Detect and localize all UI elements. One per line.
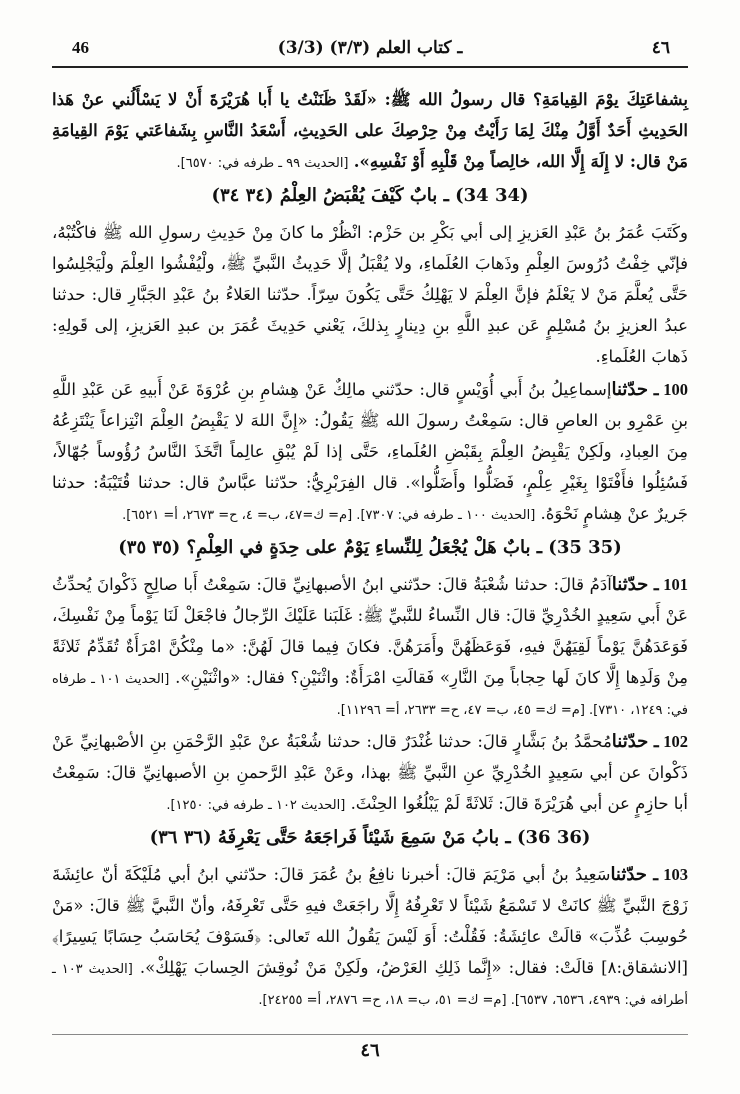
paragraph-hadith-99-end: [52, 84, 688, 177]
hadith-101: [52, 569, 688, 724]
footer-divider: [52, 1034, 688, 1035]
hadith-101-haddathana: حدّثنا: [611, 574, 649, 595]
page-header: [52, 32, 688, 68]
page-footer-number: ٤٦: [360, 1040, 380, 1061]
paragraph-umar-letter: وكَتَبَ عُمَرُ بنُ عَبْدِ العَزيزِ إلى أبي بَكْرِ بن حَزْم: انْظُرْ ما كانَ مِنْ حَدِيثِ رسولِ الله ﷺ فاكْتُبْهُ، فإنّي خِفْتُ دُرُوسَ العِلْمِ وذَهابَ العُلَماءِ، ولا يُقْبَلُ إلَّا حَدِيثُ النَّبيِّ ﷺ، ولْيُفْشُوا العِلْمَ ولْيَجْلِسُوا حَتَّى يُعلَّمَ مَنْ لا يَعْلَمُ فإنَّ العِلْمَ لا يَهْلِكُ حَتَّى يَكُونَ سِرّاً. حدّثنا العَلاءُ بنُ عَبْدِ الجَبَّارِ قال: حدثنا عبدُ العزيزِ بنُ مُسْلِمٍ عَن عبدِ اللَّهِ بنِ دِينارٍ بِذلكَ، يَعْني حَدِيثَ عُمَرَ بن عبدِ العَزيزِ، إلى قَولِهِ: ذَهابَ العُلَماءِ.: [52, 223, 688, 366]
hadith-103-number: 103 ـ: [653, 865, 688, 884]
chapter-heading-36: (36 36) ـ بابُ مَنْ سَمِعَ شَيْئاً فَراجَعَهُ حَتَّى يَعْرِفَهُ (٣٦ ٣٦): [149, 827, 591, 848]
hadith-101-number: 101 ـ: [653, 575, 688, 594]
hadith-102-reference: [الحديث ١٠٢ ـ طرفه في: ١٢٥٠].: [166, 798, 346, 813]
hadith-100-text: إسماعِيلُ بنُ أَبي أُوَيْسٍ قال: حدّثني مالِكٌ عَنْ هِشامِ بنِ عُرْوَةَ عَنْ أَبيهِ عَن عَبْدِ اللَّهِ بنِ عَمْرِو بن العاصِ قال: سَمِعْتُ رسولَ الله ﷺ يَقُولُ: «إِنَّ اللهَ لا يَقْبِضُ العِلْمَ انْتِزاعاً يَنْتَزِعُهُ مِنَ العِبادِ، ولَكِنْ يَقْبِضُ العِلْمَ بِقَبْضِ العُلَماءِ، حَتَّى إذا لَمْ يُبْقِ عالِماً اتَّخَذَ النَّاسُ رُؤُوساً جُهّالاً، فَسُئِلُوا فأَفْتَوْا بِغَيْرِ عِلْمٍ، فَضَلُّوا وأَضَلُّوا». قال الفِرَبْرِيُّ: حدّثنا عبَّاسٌ قال: حدثنا قُتَيْبَةُ: حدثنا جَريرٌ عنْ هِشامٍ نَحْوَهُ.: [52, 380, 688, 523]
hadith-103-text: سَعِيدُ بنُ أبي مَرْيَمَ قالَ: أخبرنا نافِعُ بنُ عُمَرَ قالَ: حدّثني ابنُ أبي مُلَيْكَةَ أنّ عائِشَةَ زَوْجَ النَّبيِّ ﷺ كانَتْ لا تَسْمَعُ شَيْئاً لا تَعْرِفُهُ إِلَّا راجَعَتْ فيهِ حَتَّى تَعْرِفَهُ، وأنّ النَّبيَّ ﷺ قالَ: «مَنْ حُوسِبَ عُذِّبَ» قالَتْ عائِشَةُ: فَقُلْتُ: أَوَ لَيْسَ يَقُولُ الله تَعالى: ﴿فَسَوْفَ يُحَاسَبُ حِسَابًا يَسِيرًا﴾ [الانشقاق:٨] قالَتْ: فقال: «إِنَّما ذَلِكِ العَرْضُ، ولَكِنْ مَنْ نُوقِشَ الحِسابَ يَهْلِكْ».: [52, 865, 688, 977]
running-title: (3/3) ـ كتاب العلم (٣/٣): [277, 38, 463, 58]
hadith-102-text: مُحمَّدُ بنُ بَشَّارٍ قالَ: حدثنا غُنْدَرٌ قال: حدثنا شُعْبَةُ عنْ عَبْدِ الرَّحْمَنِ بنِ الأصْبهانِيِّ عَنْ ذَكْوانَ عن أبي سَعِيدٍ الخُدْرِيِّ عنِ النَّبيِّ ﷺ بهذا، وعَنْ عَبْدِ الرَّحمنِ بنِ الأصبهانِيِّ قالَ: سَمِعْتُ أبا حازِمٍ عن أبي هُرَيْرَةَ قالَ: ثَلاثَةً لَمْ يَبْلُغُوا الحِنْثَ.: [52, 732, 688, 813]
hadith-99-reference: [الحديث ٩٩ ـ طرفه في: ٦٥٧٠].: [176, 156, 349, 171]
hadith-103-haddathana: حدّثنا: [610, 864, 647, 885]
hadith-100-reference: [الحديث ١٠٠ ـ طرفه في: ٧٣٠٧]. [م= ك=٤٧، ب= ٤، ح= ٢٦٧٣، أ= ٦٥٢١].: [122, 508, 536, 523]
hadith-102-haddathana: حدّثنا: [611, 731, 649, 752]
hadith-100-number: 100 ـ: [653, 380, 688, 399]
hadith-103: [52, 859, 688, 1014]
hadith-102: [52, 726, 688, 819]
page-body: [52, 84, 688, 1016]
page-number-latin: 46: [72, 38, 89, 57]
hadith-100: [52, 374, 688, 529]
hadith-101-reference: [الحديث ١٠١ ـ طرفاه في: ١٢٤٩، ٧٣١٠]. [م= ك= ٤٥، ب= ٤٧، ح= ٢٦٣٣، أ= ١١٢٩٦].: [52, 672, 688, 718]
hadith-102-number: 102 ـ: [653, 732, 688, 751]
hadith-100-haddathana: حدّثنا: [611, 379, 648, 400]
hadith-99-text: بِشفاعَتِكَ يوْمَ القِيامَةِ؟ قال رسولُ الله ﷺ: «لَقَدْ ظَنَنْتُ يا أَبا هُرَيْرَةَ أَنْ لا يَسْأَلُني عنْ هَذا الحَدِيثِ أَحَدٌ أَوَّلُ مِنْكَ لِمَا رَأَيْتُ مِنْ حِرْصِكَ على الحَدِيثِ، أَسْعَدُ النَّاسِ بِشَفاعَتي يَوْمَ القِيامَةِ مَنْ قال: لا إِلَهَ إِلَّا الله، خالِصاً مِنْ قَلْبِهِ أَوْ نَفْسِهِ».: [52, 90, 688, 171]
hadith-103-reference: [الحديث ١٠٣ ـ أطرافه في: ٤٩٣٩، ٦٥٣٦، ٦٥٣٧]. [م= ك= ٥١، ب= ١٨، ح= ٢٨٧٦، أ= ٢٤٢٥٥].: [52, 962, 688, 1008]
chapter-heading-34: (34 34) ـ بابٌ كَيْفَ يُقْبَضُ العِلْمُ (٣٤ ٣٤): [211, 185, 529, 206]
page-number-arabic: ٤٦: [651, 38, 670, 58]
chapter-heading-35: (35 35) ـ بابٌ هَلْ يُجْعَلُ لِلنِّساءِ يَوْمٌ على حِدَةٍ في العِلْمِ؟ (٣٥ ٣٥): [118, 537, 622, 558]
hadith-101-text: آدَمُ قالَ: حدثنا شُعْبَةُ قالَ: حدّثني ابنُ الأصبهانِيِّ قالَ: سَمِعْتُ أَبا صالِحٍ ذَكْوانَ يُحدِّثُ عَنْ أَبي سَعِيدٍ الخُدْرِيِّ قالَ: قال النِّساءُ للنَّبيِّ ﷺ: غَلَبَنا عَلَيْكَ الرِّجالُ فاجْعَلْ لَنَا يَوْماً مِنْ نَفْسِكَ، فَوَعَدَهُنَّ يَوْماً لَقِيَهُنَّ فيهِ، فَوَعَظَهُنَّ وأَمَرَهُنَّ. فكانَ فِيما قالَ لَهُنَّ: «ما مِنْكُنَّ امْرَأَةٌ تُقَدِّمُ ثَلاثَةً مِنْ وَلَدِها إِلَّا كانَ لَها حِجاباً مِنَ النَّارِ» فَقالَتِ امْرَأَةٌ: واثْنَيْنِ؟ فقال: «واثْنَيْنِ».: [52, 575, 688, 687]
